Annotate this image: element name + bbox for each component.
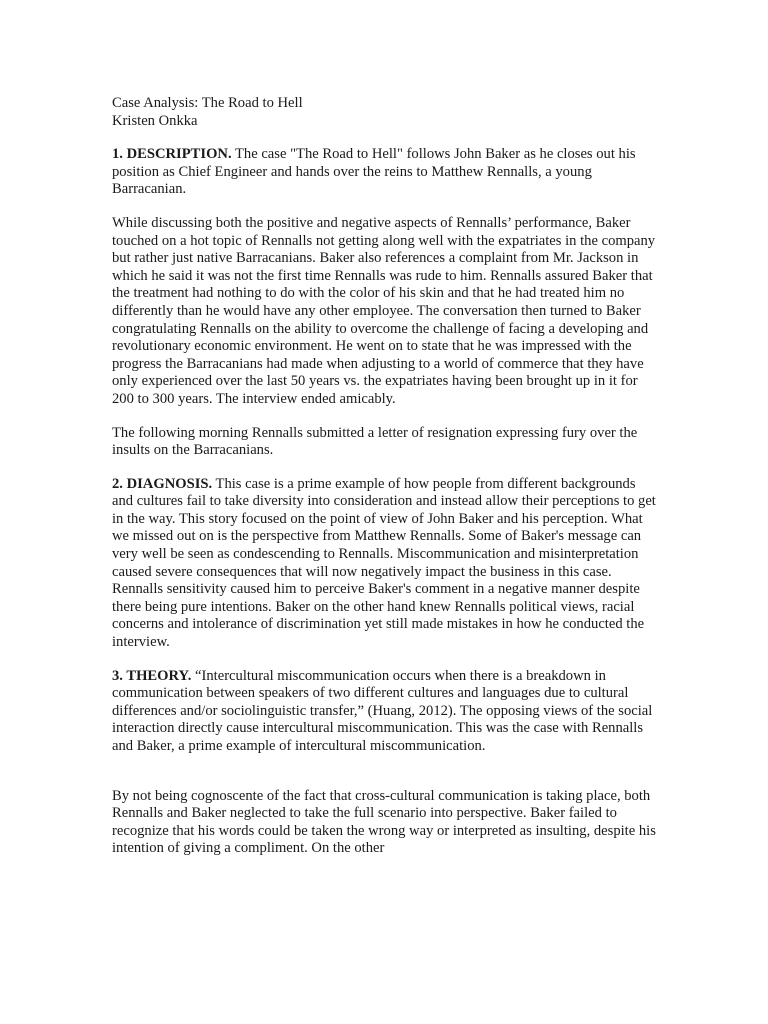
document-header xyxy=(112,95,658,130)
description-paragraph xyxy=(112,146,658,199)
description-heading: 1. DESCRIPTION. xyxy=(112,146,232,163)
document-page xyxy=(112,95,658,874)
diagnosis-heading: 2. DIAGNOSIS. xyxy=(112,475,213,492)
theory-heading: 3. THEORY. xyxy=(112,667,192,684)
document-title: Case Analysis: The Road to Hell xyxy=(112,95,303,111)
description-paragraph-3: The following morning Rennalls submitted a letter of resignation expressing fury over the insults on the Barracanians. xyxy=(112,424,638,459)
author-name: Kristen Onkka xyxy=(112,112,198,129)
theory-paragraph xyxy=(112,668,658,756)
diagnosis-paragraph xyxy=(112,476,658,652)
theory-text: “Intercultural miscommunication occurs when there is a breakdown in communication between speakers of two different cultures and languages due to cultural differences and/or sociolinguistic transfer,” (Huang, 2012). The opposing views of the social interaction directly cause intercultural miscommunication. This was the case with Rennalls and Baker, a prime example of intercultural miscommunication. xyxy=(112,667,653,754)
description-text: The case "The Road to Hell" follows John Baker as he closes out his position as Chief Engineer and hands over the reins to Matthew Rennalls, a young Barracanian. xyxy=(112,146,636,198)
description-paragraph-2: While discussing both the positive and negative aspects of Rennalls’ performance, Baker touched on a hot topic of Rennalls not getting along well with the expatriates in the company but rather just native Barracanians. Baker also references a complaint from Mr. Jackson in which he said it was not the first time Rennalls was rude to him. Rennalls assured Baker that the treatment had nothing to do with the color of his skin and that he had treated him no differently than he would have any other employee. The conversation then turned to Baker congratulating Rennalls on the ability to overcome the challenge of facing a developing and revolutionary economic environment. He went on to state that he was impressed with the progress the Barracanians had made when adjusting to a world of commerce that they have only experienced over the last 50 years vs. the expatriates having been brought up in it for 200 to 300 years. The interview ended amicably. xyxy=(112,214,656,407)
diagnosis-text: This case is a prime example of how people from different backgrounds and cultures fail to take diversity into consideration and instead allow their perceptions to get in the way. This story focused on the point of view of John Baker and his perception. What we missed out on is the perspective from Matthew Rennalls. Some of Baker's message can very well be seen as condescending to Rennalls. Miscommunication and misinterpretation caused severe consequences that will now negatively impact the business in this case. Rennalls sensitivity caused him to perceive Baker's comment in a negative manner despite there being pure intentions. Baker on the other hand knew Rennalls political views, racial concerns and intolerance of discrimination yet still made mistakes in how he conducted the interview. xyxy=(112,475,656,651)
theory-paragraph-2: By not being cognoscente of the fact that cross-cultural communication is taking place, both Rennalls and Baker neglected to take the full scenario into perspective. Baker failed to recognize that his words could be taken the wrong way or interpreted as insulting, despite his intention of giving a compliment. On the other xyxy=(112,787,656,857)
